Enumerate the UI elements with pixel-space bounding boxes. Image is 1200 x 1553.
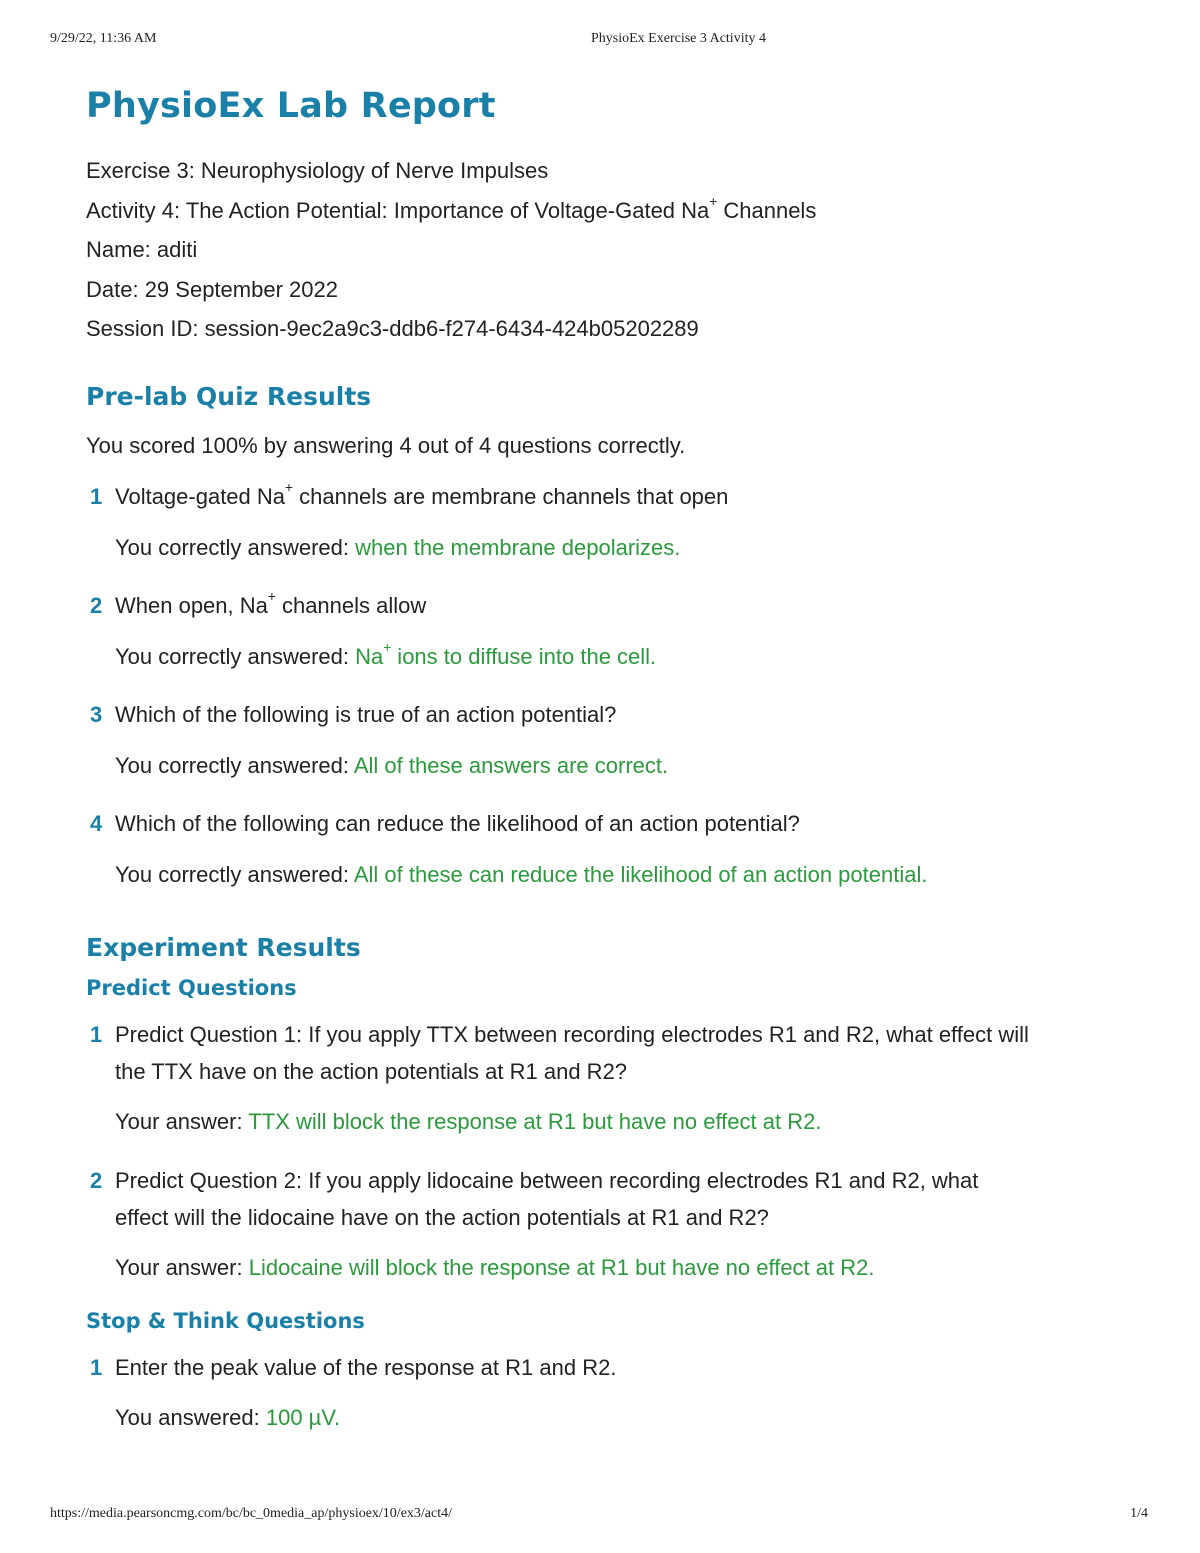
question-text: Which of the following is true of an action potential? <box>115 701 617 727</box>
print-page-title: PhysioEx Exercise 3 Activity 4 <box>591 31 766 46</box>
correct-answer: All of these can reduce the likelihood of an action potential. <box>353 861 928 887</box>
question-number: 3 <box>90 701 103 727</box>
your-answer: TTX will block the response at R1 but have no effect at R2. <box>248 1108 822 1134</box>
question-text: Voltage-gated Na+ channels are membrane channels that open <box>115 480 729 509</box>
print-page-number: 1/4 <box>1130 1506 1148 1521</box>
prelab-score: You scored 100% by answering 4 out of 4 questions correctly. <box>86 432 686 458</box>
predict-question <box>86 1162 1146 1283</box>
your-answer: 100 µV. <box>265 1404 341 1430</box>
report-title: PhysioEx Lab Report <box>86 86 496 126</box>
question-number: 4 <box>90 810 103 836</box>
question-number: 2 <box>90 592 103 618</box>
print-datetime: 9/29/22, 11:36 AM <box>50 31 157 46</box>
lab-report <box>86 82 1146 1433</box>
prelab-question <box>86 696 1146 781</box>
prelab-heading: Pre-lab Quiz Results <box>86 381 372 411</box>
experiment-heading: Experiment Results <box>86 932 361 962</box>
question-number: 1 <box>90 483 103 509</box>
print-url: https://media.pearsoncmg.com/bc/bc_0media_ap/physioex/10/ex3/act4/ <box>50 1506 453 1521</box>
answer-line: You answered: 100 µV. <box>115 1404 341 1430</box>
question-text: Predict Question 1: If you apply TTX between recording electrodes R1 and R2, what effect will the TTX have on the action potentials at R1 and R2? <box>115 1021 1029 1084</box>
predict-heading: Predict Questions <box>86 975 297 1000</box>
name-line: Name: aditi <box>86 237 198 262</box>
stop-think-heading: Stop & Think Questions <box>86 1308 365 1333</box>
question-text: Enter the peak value of the response at R1 and R2. <box>115 1354 617 1380</box>
activity-line: Activity 4: The Action Potential: Importance of Voltage-Gated Na+ Channels <box>86 194 817 223</box>
question-text: Which of the following can reduce the likelihood of an action potential? <box>115 810 800 836</box>
question-number: 2 <box>90 1167 103 1193</box>
prelab-question <box>86 478 1146 563</box>
question-number: 1 <box>90 1354 103 1380</box>
correct-answer: when the membrane depolarizes. <box>355 534 681 560</box>
answer-line: You correctly answered: All of these answers are correct. <box>115 752 669 778</box>
answer-line: You correctly answered: Na+ ions to diffuse into the cell. <box>115 640 657 669</box>
question-text: When open, Na+ channels allow <box>115 589 427 618</box>
exercise-line: Exercise 3: Neurophysiology of Nerve Impulses <box>86 158 549 183</box>
correct-answer: All of these answers are correct. <box>353 752 669 778</box>
answer-line: Your answer: Lidocaine will block the response at R1 but have no effect at R2. <box>115 1254 875 1280</box>
your-answer: Lidocaine will block the response at R1 but have no effect at R2. <box>248 1254 875 1280</box>
answer-line: You correctly answered: All of these can reduce the likelihood of an action potential. <box>115 861 928 887</box>
question-text: Predict Question 2: If you apply lidocaine between recording electrodes R1 and R2, what effect will the lidocaine have on the action potentials at R1 and R2? <box>115 1167 979 1230</box>
correct-answer: Na+ ions to diffuse into the cell. <box>355 640 657 669</box>
answer-line: Your answer: TTX will block the response at R1 but have no effect at R2. <box>115 1108 822 1134</box>
stop-think-question <box>86 1349 1146 1433</box>
answer-line: You correctly answered: when the membrane depolarizes. <box>115 534 681 560</box>
report-meta <box>86 151 1146 349</box>
session-line: Session ID: session-9ec2a9c3-ddb6-f274-6434-424b05202289 <box>86 316 699 341</box>
question-number: 1 <box>90 1021 103 1047</box>
predict-question <box>86 1016 1146 1137</box>
prelab-question <box>86 805 1146 890</box>
prelab-question <box>86 587 1146 672</box>
date-line: Date: 29 September 2022 <box>86 276 338 302</box>
